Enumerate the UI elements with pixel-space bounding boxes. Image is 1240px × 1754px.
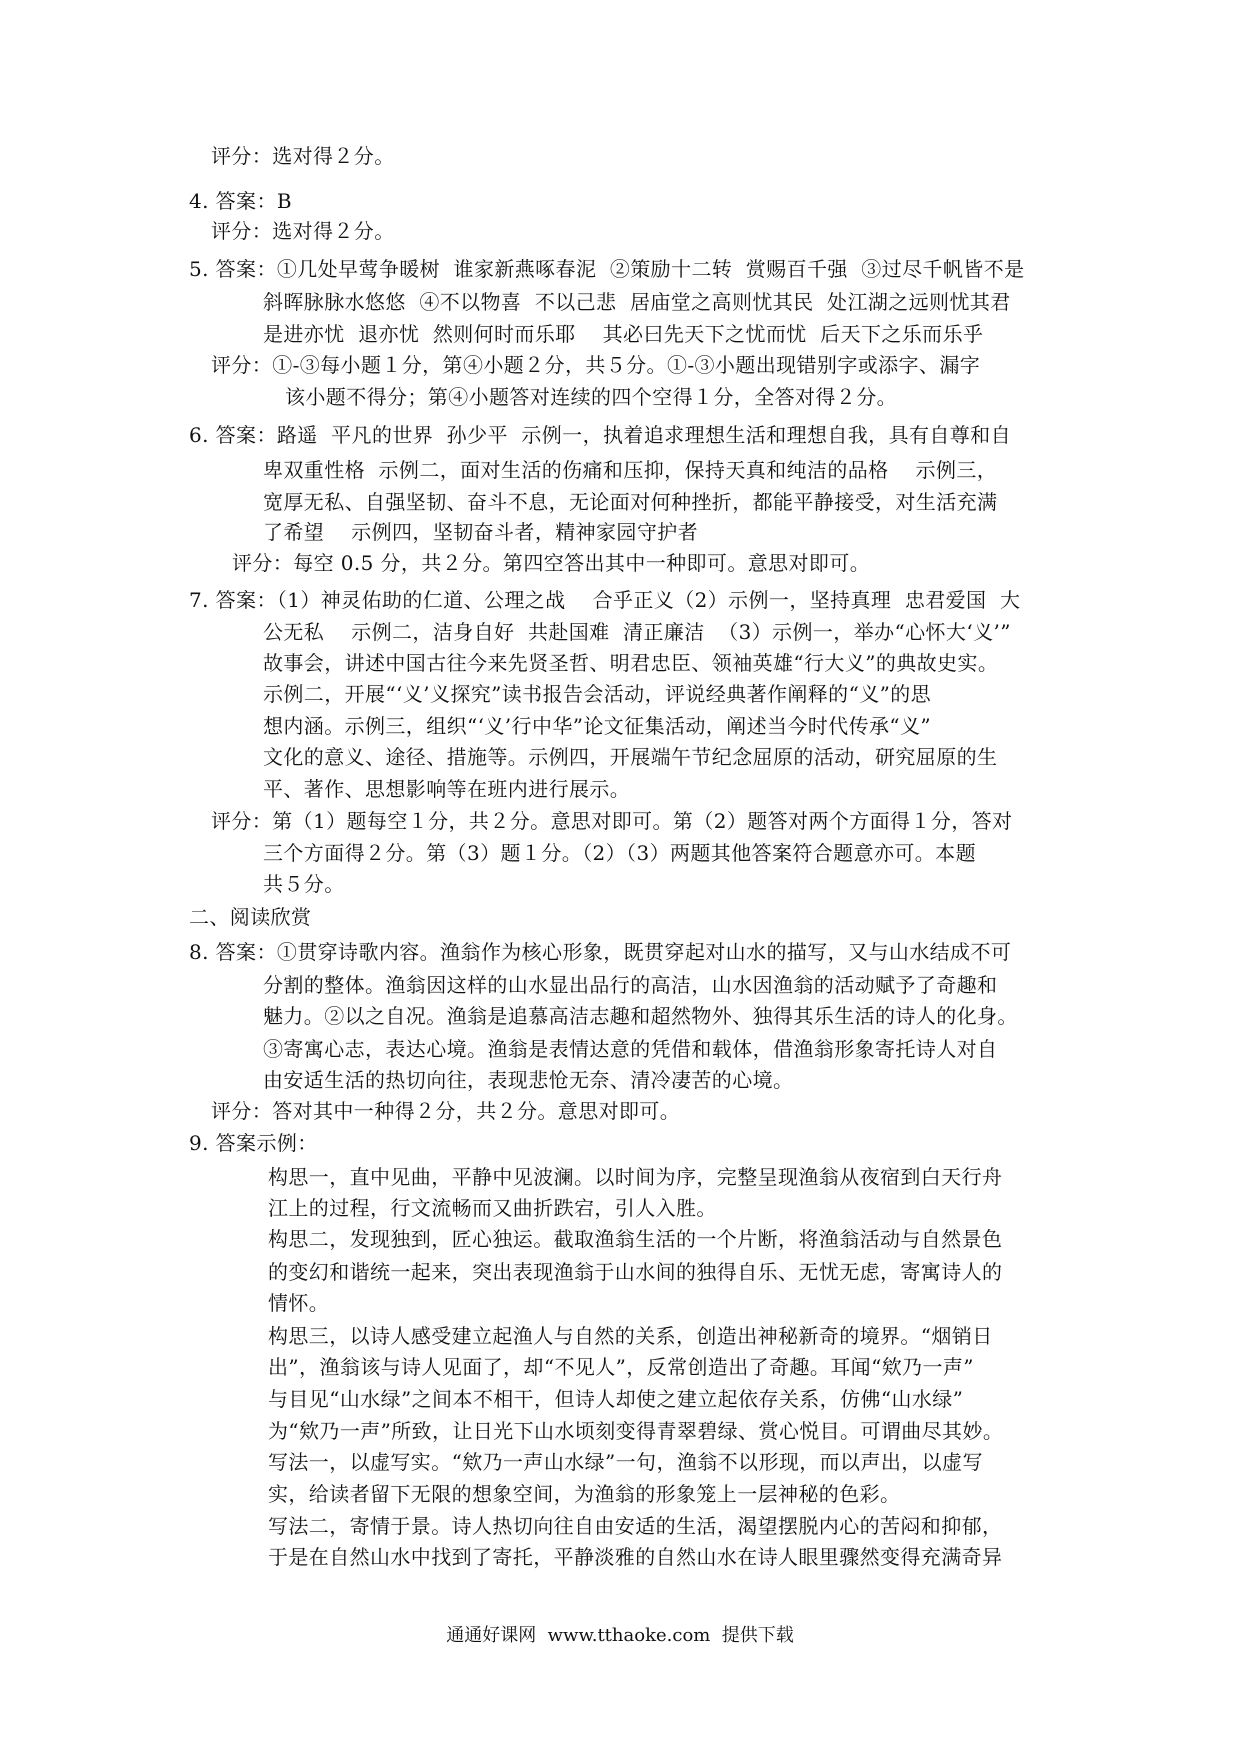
text-line: 评分：①-③每小题１分，第④小题２分，共５分。①-③小题出现错别字或添字、漏字 (211, 353, 981, 377)
text-line: 示例二，开展“‘义’义探究”读书报告会活动，评说经典著作阐释的“义”的思 (263, 682, 932, 706)
text-line: 卑双重性格 示例二，面对生活的伤痛和压抑，保持天真和纯洁的品格 示例三， (263, 458, 998, 482)
text-line: 情怀。 (268, 1291, 330, 1315)
section-heading: 二、阅读欣赏 (189, 905, 312, 929)
page-footer: 通通好课网 www.tthaoke.com 提供下载 (446, 1625, 794, 1646)
text-line: 于是在自然山水中找到了寄托，平静淡雅的自然山水在诗人眼里骤然变得充满奇异 (268, 1545, 1003, 1569)
text-line: 评分：每空 0.5 分，共２分。第四空答出其中一种即可。意思对即可。 (232, 551, 871, 575)
text-line: ③寄寓心志，表达心境。渔翁是表情达意的凭借和载体，借渔翁形象寄托诗人对自 (263, 1037, 998, 1061)
text-line: 三个方面得２分。第（3）题１分。（2）（3）两题其他答案符合题意亦可。本题 (263, 841, 976, 865)
text-line: 构思二，发现独到，匠心独运。截取渔翁生活的一个片断，将渔翁活动与自然景色 (268, 1227, 1003, 1251)
text-line: 宽厚无私、自强坚韧、奋斗不息，无论面对何种挫折，都能平静接受，对生活充满 (263, 490, 998, 514)
text-line: 文化的意义、途径、措施等。示例四，开展端午节纪念屈原的活动，研究屈原的生 (263, 745, 998, 769)
text-line: 4. 答案：B (189, 189, 292, 213)
text-line: 评分：选对得２分。 (211, 219, 395, 243)
text-line: 实，给读者留下无限的想象空间，为渔翁的形象笼上一层神秘的色彩。 (268, 1482, 901, 1506)
text-line: 公无私 示例二，洁身自好 共赴国难 清正廉洁 （3）示例一，举办“心怀大‘义’” (263, 620, 1011, 644)
text-line: 由安适生活的热切向往，表现悲怆无奈、清冷凄苦的心境。 (263, 1068, 794, 1092)
text-line: 分割的整体。渔翁因这样的山水显出品行的高洁，山水因渔翁的活动赋予了奇趣和 (263, 973, 998, 997)
text-line: 出”，渔翁该与诗人见面了，却“不见人”，反常创造出了奇趣。耳闻“欸乃一声” (268, 1355, 974, 1379)
text-line: 写法二，寄情于景。诗人热切向往自由安适的生活，渴望摆脱内心的苦闷和抑郁， (268, 1514, 1003, 1538)
text-line: 5. 答案：①几处早莺争暖树 谁家新燕啄春泥 ②策励十二转 赏赐百千强 ③过尽千帆皆不是 (189, 257, 1025, 281)
text-line: 为“欸乃一声”所致，让日光下山水顷刻变得青翠碧绿、赏心悦目。可谓曲尽其妙。 (268, 1419, 1004, 1443)
text-line: 评分：第（1）题每空１分，共２分。意思对即可。第（2）题答对两个方面得１分，答对 (211, 809, 1013, 833)
text-line: 构思一，直中见曲，平静中见波澜。以时间为序，完整呈现渔翁从夜宿到白天行舟 (268, 1165, 1003, 1189)
text-line: 9. 答案示例： (189, 1131, 318, 1155)
text-line: 是进亦忧 退亦忧 然则何时而乐耶 其必曰先天下之忧而忧 后天下之乐而乐乎 (263, 322, 984, 346)
text-line: 想内涵。示例三，组织“‘义’行中华”论文征集活动，阐述当今时代传承“义” (263, 714, 932, 738)
text-line: 8. 答案：①贯穿诗歌内容。渔翁作为核心形象，既贯穿起对山水的描写，又与山水结成不可 (189, 940, 1012, 964)
text-line: 评分：答对其中一种得２分，共２分。意思对即可。 (211, 1099, 681, 1123)
text-line: 评分：选对得２分。 (211, 144, 395, 168)
text-line: 江上的过程，行文流畅而又曲折跌宕，引人入胜。 (268, 1196, 717, 1220)
text-line: 与目见“山水绿”之间本不相干，但诗人却使之建立起依存关系，仿佛“山水绿” (268, 1387, 964, 1411)
text-line: 平、著作、思想影响等在班内进行展示。 (263, 777, 631, 801)
text-line: 写法一，以虚写实。“欸乃一声山水绿”一句，渔翁不以形现，而以声出，以虚写 (268, 1450, 983, 1474)
text-line: 魅力。②以之自况。渔翁是追慕高洁志趣和超然物外、独得其乐生活的诗人的化身。 (263, 1004, 1018, 1028)
text-line: 的变幻和谐统一起来，突出表现渔翁于山水间的独得自乐、无忧无虑，寄寓诗人的 (268, 1260, 1003, 1284)
text-line: 6. 答案：路遥 平凡的世界 孙少平 示例一，执着追求理想生活和理想自我，具有自尊和自 (189, 423, 1011, 447)
text-line: 该小题不得分；第④小题答对连续的四个空得１分，全答对得２分。 (285, 385, 897, 409)
text-line: 7. 答案：（1）神灵佑助的仁道、公理之战 合乎正义（2）示例一，坚持真理 忠君爱国 大 (189, 588, 1021, 612)
text-line: 故事会，讲述中国古往今来先贤圣哲、明君忠臣、领袖英雄“行大义”的典故史实。 (263, 651, 999, 675)
text-line: 了希望 示例四，坚韧奋斗者，精神家园守护者 (263, 520, 699, 544)
text-line: 斜晖脉脉水悠悠 ④不以物喜 不以己悲 居庙堂之高则忧其民 处江湖之远则忧其君 (263, 290, 1011, 314)
text-line: 共５分。 (263, 872, 345, 896)
text-line: 构思三，以诗人感受建立起渔人与自然的关系，创造出神秘新奇的境界。“烟销日 (268, 1324, 993, 1348)
